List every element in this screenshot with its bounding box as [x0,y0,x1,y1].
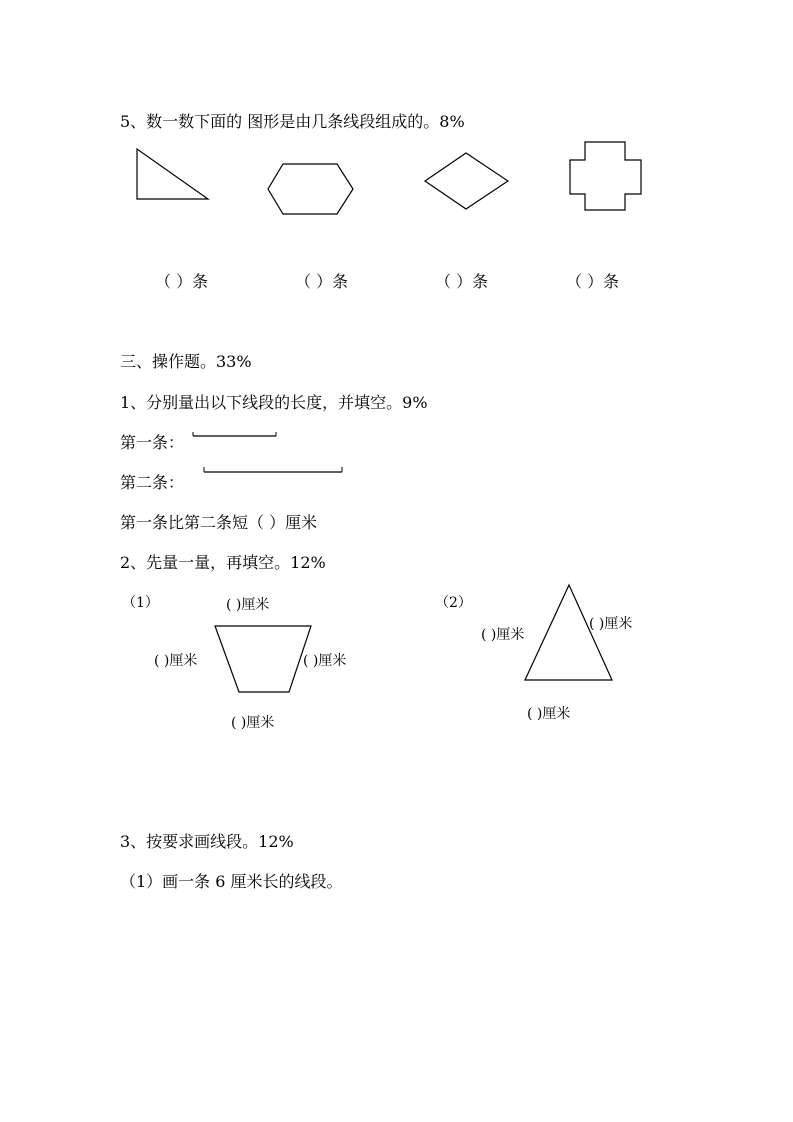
second-segment-label: 第二条： [120,473,185,492]
q2-title: 2、先量一量，再填空。12% [120,553,326,572]
q5-title: 5、数一数下面的 图形是由几条线段组成的。8% [120,112,465,131]
section3-title: 三、操作题。33% [120,352,252,371]
part2-label: （2） [435,595,472,611]
tri-left-blank[interactable]: ( )厘米 [481,627,525,643]
trap-bottom-blank[interactable]: ( )厘米 [231,715,275,731]
part1-label: （1） [122,595,159,611]
q1-title: 1、分别量出以下线段的长度，并填空。9% [120,393,428,412]
answer-blank-4[interactable]: （ ）条 [566,272,620,291]
answer-blank-3[interactable]: （ ）条 [435,272,489,291]
trapezoid-shape [215,626,311,692]
trap-top-blank[interactable]: ( )厘米 [226,597,270,613]
q3-sub1: （1）画一条 6 厘米长的线段。 [120,872,343,891]
q3-title: 3、按要求画线段。12% [120,832,294,851]
tri-right-blank[interactable]: ( )厘米 [589,616,633,632]
trap-right-blank[interactable]: ( )厘米 [303,653,347,669]
compare-question[interactable]: 第一条比第二条短（ ）厘米 [120,513,318,532]
right-triangle-shape [137,149,208,199]
answer-blank-2[interactable]: （ ）条 [295,272,349,291]
cross-shape [570,142,641,210]
rhombus-shape [425,153,508,209]
hexagon-shape [268,164,353,214]
tri-bottom-blank[interactable]: ( )厘米 [527,706,571,722]
first-segment-label: 第一条： [120,433,185,452]
trap-left-blank[interactable]: ( )厘米 [154,653,198,669]
answer-blank-1[interactable]: （ ）条 [155,272,209,291]
